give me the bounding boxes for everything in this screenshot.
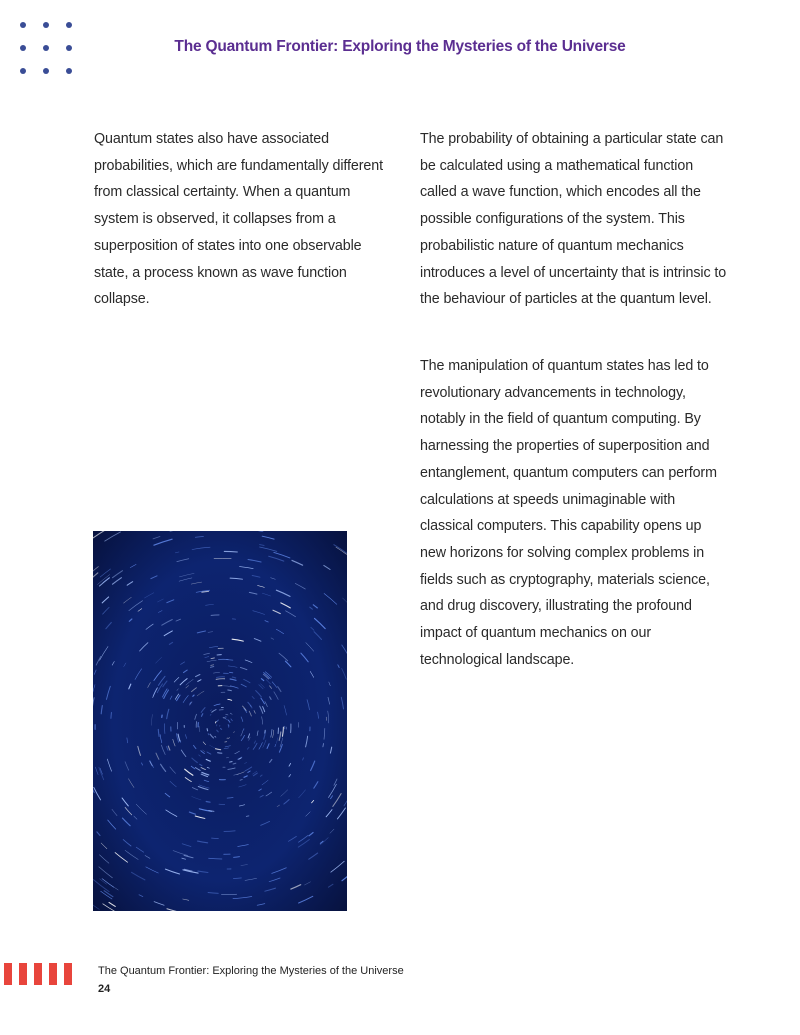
left-column-paragraph: Quantum states also have associated probabilities, which are fundamentally different from classical certainty. When a quantum system is observed, it collapses from a superposition of states into one observable state, a process known as wave function collapse.	[94, 131, 383, 308]
dot-grid-icon	[20, 22, 80, 78]
dot	[43, 22, 49, 28]
star-trail	[208, 734, 209, 735]
star-trail	[218, 753, 222, 754]
star-trail	[111, 713, 112, 719]
star-trail	[224, 551, 237, 552]
dot	[20, 22, 26, 28]
page-header-title: The Quantum Frontier: Exploring the Mysteries of the Universe	[174, 38, 626, 55]
bar-stripe	[4, 963, 12, 985]
dot	[66, 22, 72, 28]
star-trail	[246, 816, 248, 817]
dot	[43, 68, 49, 74]
bar-stripe	[19, 963, 27, 985]
bar-stripe	[49, 963, 57, 985]
star-trail	[234, 857, 240, 858]
star-trail	[207, 729, 208, 731]
dot	[66, 45, 72, 51]
star-trail	[229, 672, 232, 673]
star-trail	[211, 615, 219, 616]
bar-stripe	[34, 963, 42, 985]
dot	[43, 45, 49, 51]
footer-title: The Quantum Frontier: Exploring the Mysteries of the Universe	[98, 965, 404, 977]
bar-stripe	[64, 963, 72, 985]
star-trails-photo	[93, 531, 347, 911]
right-column-paragraph-1: The probability of obtaining a particular state can be calculated using a mathematical function called a wave function, which encodes all the possible configurations of the system. This probabilistic nature of quantum mechanics introduces a level of uncertainty that is intrinsic to the behaviour of particles at the quantum level.	[420, 131, 727, 308]
page-number: 24	[98, 983, 111, 995]
star-trail	[206, 802, 210, 803]
star-trail	[221, 729, 222, 730]
star-trail	[230, 762, 232, 763]
dot	[20, 45, 26, 51]
bar-stripes-icon	[4, 963, 78, 985]
right-column-paragraph-2: The manipulation of quantum states has led to revolutionary advancements in technology, notably in the field of quantum computing. By harnessing the properties of superposition and entanglement, quantum computers can perform calculations at speeds unimaginable with classical computers. This capability opens up new horizons for solving complex problems in fields such as cryptography, materials science, and drug discovery, illustrating the profound impact of quantum mechanics on our technological landscape.	[420, 358, 717, 668]
dot	[66, 68, 72, 74]
dot	[20, 68, 26, 74]
